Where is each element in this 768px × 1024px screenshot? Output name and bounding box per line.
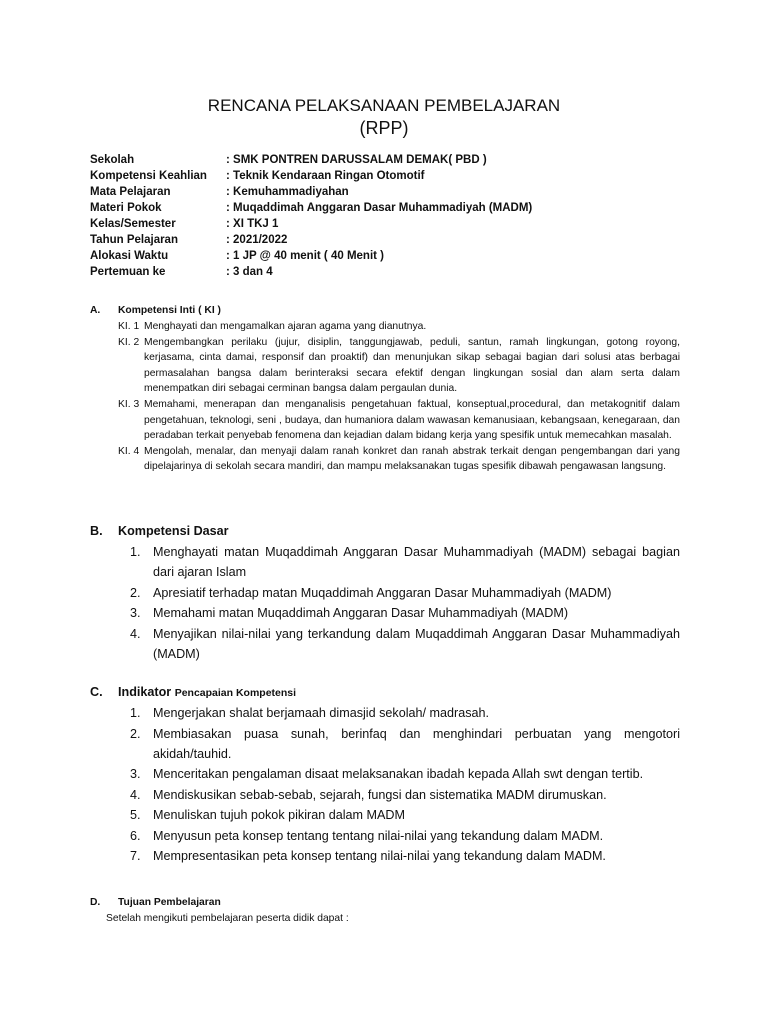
ki-text: Mengembangkan perilaku (jujur, disiplin, tanggungjawab, peduli, santun, ramah lingkungan, gotong royong, kerjasama, cinta damai, responsif dan proaktif) dan menunjukan sikap sebagai bagian dari solusi atas berbagai permasalahan bangsa dalam berinteraksi secara efektif dengan lingkungan sosial dan alam serta dalam menempatkan diri sebagai cerminan bangsa dalam pergaulan dunia. [144, 336, 680, 395]
section-letter: C. [90, 685, 103, 699]
list-number: 3. [130, 767, 141, 781]
list-text: Membiasakan puasa sunah, berinfaq dan menghindari perbuatan yang mengotori akidah/tauhid. [153, 726, 680, 761]
list-item [90, 542, 680, 582]
list-text: Menceritakan pengalaman disaat melaksanakan ibadah kepada Allah swt dengan tertib. [153, 767, 644, 781]
section-title: Tujuan Pembelajaran [118, 897, 221, 908]
info-value: : 1 JP @ 40 menit ( 40 Menit ) [226, 250, 384, 262]
list-item [90, 703, 680, 723]
section-letter: B. [90, 524, 103, 538]
section-subtitle: Pencapaian Kompetensi [174, 687, 297, 699]
section-title: Indikator [118, 685, 172, 699]
info-value: : 2021/2022 [226, 234, 288, 246]
info-label: Kompetensi Keahlian [90, 170, 207, 182]
list-number: 2. [130, 726, 141, 741]
ki-text: Memahami, menerapan dan menganalisis pengetahuan faktual, konseptual,procedural, dan metakognitif dalam pengetahuan, teknologi, seni , budaya, dan humaniora dalam wawasan kemanusiaan, kebangsaan, kenegaraan, dan peradaban terkait penyebab fenomena dan kejadian dalam bidang kerja yang spesifik untuk memecahkan masalah. [144, 398, 680, 442]
list-text: Menyajikan nilai-nilai yang terkandung dalam Muqaddimah Anggaran Dasar Muhammadiyah (MADM) [153, 626, 680, 661]
info-label: Tahun Pelajaran [90, 234, 178, 246]
section-heading [90, 895, 680, 911]
list-text: Mendiskusikan sebab-sebab, sejarah, fungsi dan sistematika MADM dirumuskan. [153, 787, 607, 802]
info-row [90, 200, 532, 216]
section-kompetensi-dasar [90, 521, 680, 664]
ki-code: KI. 2 [118, 336, 140, 348]
info-value: : Muqaddimah Anggaran Dasar Muhammadiyah (MADM) [226, 202, 533, 214]
list-number: 3. [130, 606, 141, 620]
list-number: 1. [130, 706, 141, 720]
document-title: RENCANA PELAKSANAAN PEMBELAJARAN [207, 96, 561, 115]
list-number: 2. [130, 585, 141, 600]
info-row [90, 216, 532, 232]
list-item [90, 724, 680, 764]
ki-item [90, 444, 680, 475]
list-item [90, 805, 680, 825]
section-heading [90, 521, 680, 541]
section-heading [90, 303, 680, 319]
ki-code: KI. 4 [118, 445, 140, 457]
indikator-list [90, 703, 680, 866]
ki-code: KI. 1 [118, 321, 140, 332]
list-item [90, 583, 680, 603]
list-text: Menuliskan tujuh pokok pikiran dalam MADM [153, 808, 405, 822]
info-value: : Teknik Kendaraan Ringan Otomotif [226, 170, 425, 182]
list-number: 6. [130, 828, 141, 843]
info-label: Kelas/Semester [90, 218, 176, 230]
info-value: : 3 dan 4 [226, 266, 273, 278]
list-number: 1. [130, 545, 141, 559]
info-value: : Kemuhammadiyahan [226, 186, 349, 198]
list-number: 4. [130, 787, 141, 802]
section-heading [90, 682, 680, 702]
info-row [90, 168, 532, 184]
ki-item [90, 319, 680, 335]
list-text: Menyusun peta konsep tentang tentang nilai-nilai yang tekandung dalam MADM. [153, 828, 604, 843]
ki-item [90, 397, 680, 444]
info-label: Alokasi Waktu [90, 250, 169, 262]
list-item [90, 603, 680, 623]
info-row [90, 248, 532, 264]
kompetensi-dasar-list [90, 542, 680, 664]
section-letter: A. [90, 305, 101, 316]
list-number: 7. [130, 849, 141, 863]
list-number: 4. [130, 626, 141, 641]
section-kompetensi-inti [90, 303, 680, 475]
info-row [90, 152, 532, 168]
list-item [90, 846, 680, 866]
list-text: Mempresentasikan peta konsep tentang nilai-nilai yang tekandung dalam MADM. [153, 849, 606, 863]
info-label: Pertemuan ke [90, 266, 166, 278]
document-subtitle: (RPP) [359, 118, 409, 138]
list-text: Apresiatif terhadap matan Muqaddimah Anggaran Dasar Muhammadiyah (MADM) [153, 585, 612, 600]
info-label: Materi Pokok [90, 202, 162, 214]
list-text: Mengerjakan shalat berjamaah dimasjid sekolah/ madrasah. [153, 706, 490, 720]
section-indikator [90, 682, 680, 867]
ki-text: Mengolah, menalar, dan menyaji dalam ranah konkret dan ranah abstrak terkait dengan pengembangan dari yang dipelajarinya di sekolah secara mandiri, dan mampu melaksanakan tugas spesifik dibawah pengawasan langsung. [144, 445, 680, 473]
info-row [90, 264, 532, 280]
info-row [90, 232, 532, 248]
info-value: : XI TKJ 1 [226, 218, 279, 230]
list-item [90, 826, 680, 846]
list-item [90, 624, 680, 664]
section-tujuan [90, 895, 680, 927]
list-number: 5. [130, 808, 141, 822]
list-text: Menghayati matan Muqaddimah Anggaran Dasar Muhammadiyah (MADM) sebagai bagian dari ajaran Islam [153, 545, 680, 579]
section-intro: Setelah mengikuti pembelajaran peserta didik dapat : [106, 913, 349, 924]
section-title: Kompetensi Inti ( KI ) [118, 305, 221, 316]
list-item [90, 764, 680, 784]
info-label: Sekolah [90, 154, 135, 166]
info-label: Mata Pelajaran [90, 186, 171, 198]
ki-code: KI. 3 [118, 398, 140, 410]
list-text: Memahami matan Muqaddimah Anggaran Dasar Muhammadiyah (MADM) [153, 606, 569, 620]
info-value: : SMK PONTREN DARUSSALAM DEMAK( PBD ) [226, 154, 487, 166]
section-title: Kompetensi Dasar [118, 524, 229, 538]
ki-item [90, 335, 680, 397]
list-item [90, 785, 680, 805]
section-letter: D. [90, 897, 101, 908]
info-row [90, 184, 532, 200]
ki-text: Menghayati dan mengamalkan ajaran agama yang dianutnya. [144, 321, 427, 332]
info-table [90, 152, 532, 280]
